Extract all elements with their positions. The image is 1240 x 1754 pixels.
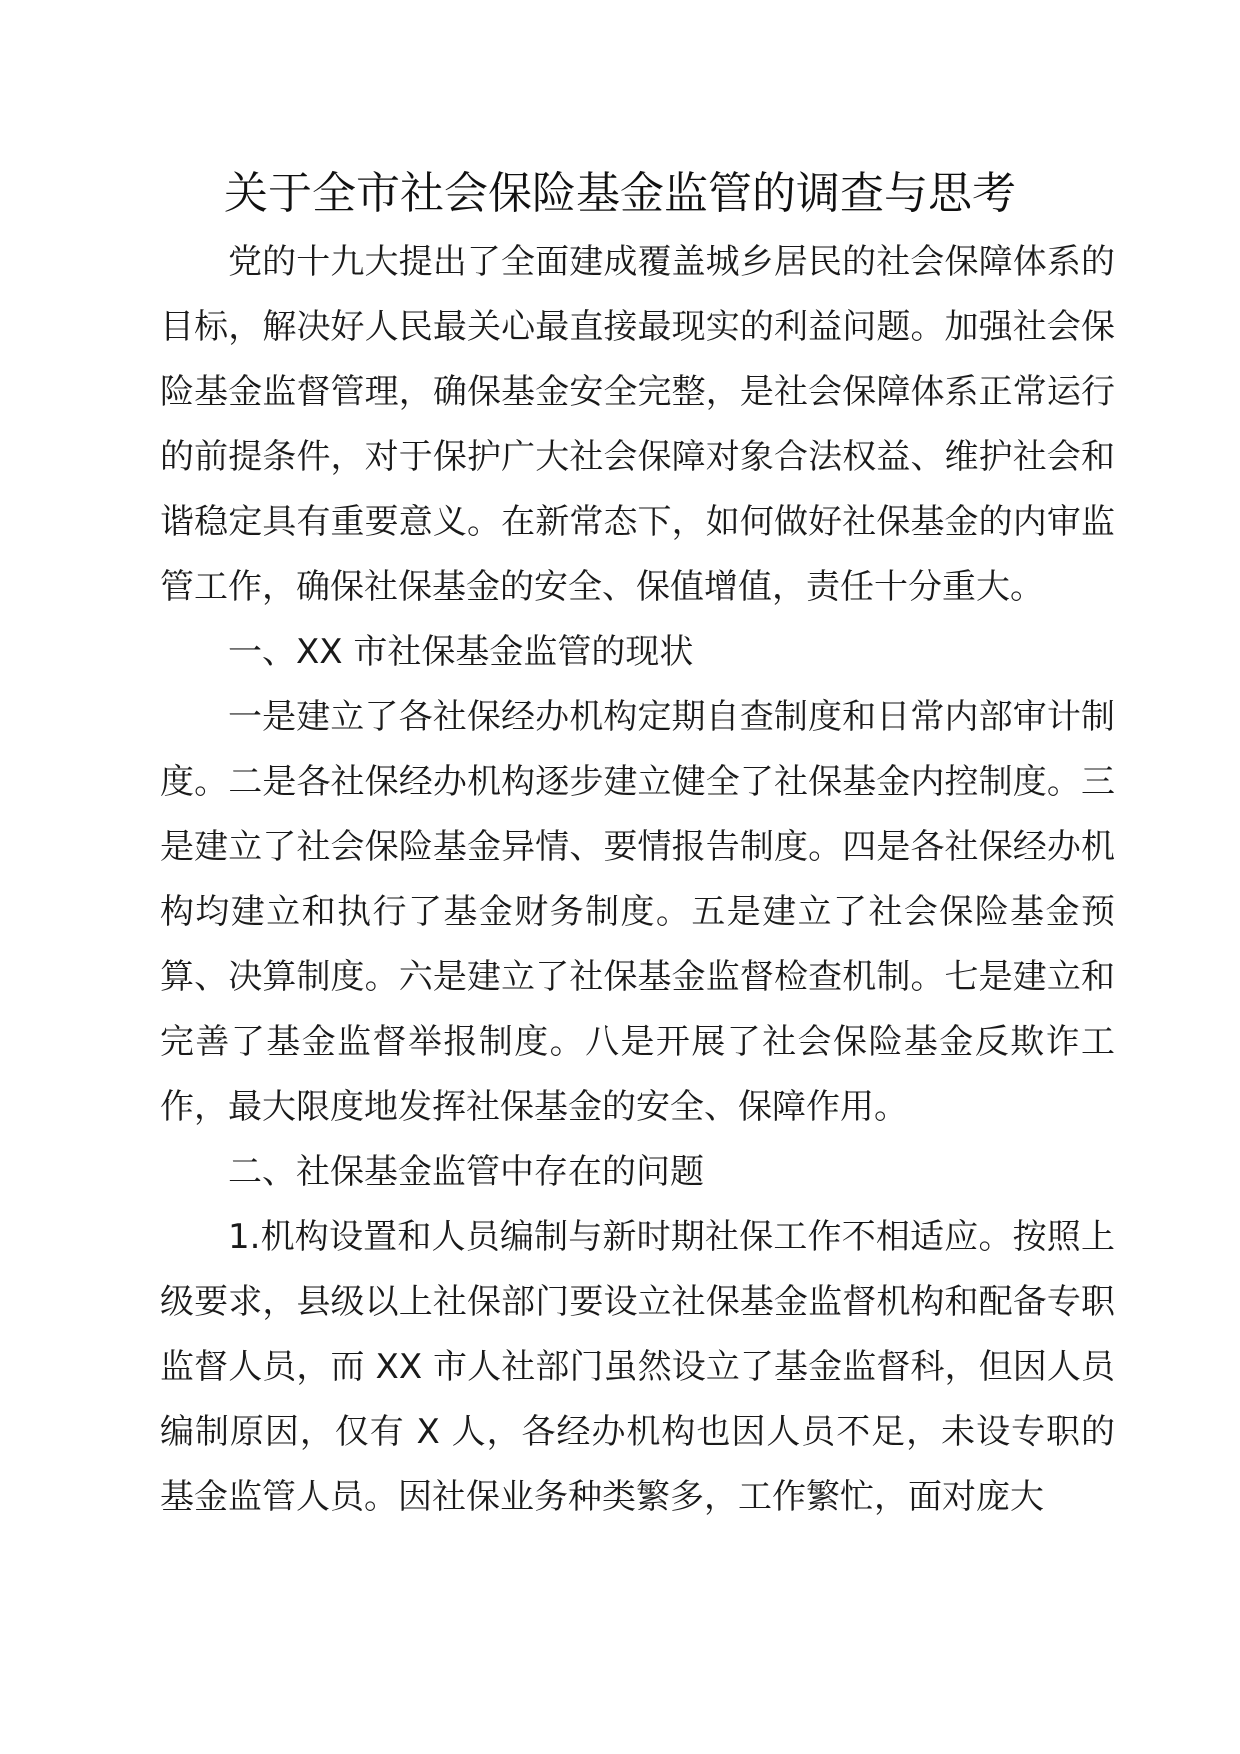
section-heading-1: 一、XX 市社保基金监管的现状: [228, 632, 694, 672]
paragraph-current-status: 一是建立了各社保经办机构定期自查制度和日常内部审计制度。二是各社保经办机构逐步建立健全了社保基金内控制度。三是建立了社会保险基金异情、要情报告制度。四是各社保经办机构均建立和执行了基金财务制度。五是建立了社会保险基金预算、决算制度。六是建立了社保基金监督检查机制。七是建立和完善了基金监督举报制度。八是开展了社会保险基金反欺诈工作，最大限度地发挥社保基金的安全、保障作用。: [160, 697, 1115, 1127]
section-heading-2: 二、社保基金监管中存在的问题: [228, 1152, 704, 1192]
paragraph-intro: 党的十九大提出了全面建成覆盖城乡居民的社会保障体系的目标，解决好人民最关心最直接最现实的利益问题。加强社会保险基金监督管理，确保基金安全完整，是社会保障体系正常运行的前提条件，对于保护广大社会保障对象合法权益、维护社会和谐稳定具有重要意义。在新常态下，如何做好社保基金的内审监管工作，确保社保基金的安全、保值增值，责任十分重大。: [160, 242, 1115, 607]
document-body: [160, 230, 1115, 1530]
document-title: 关于全市社会保险基金监管的调查与思考: [224, 168, 1016, 219]
paragraph-problem-1: 1.机构设置和人员编制与新时期社保工作不相适应。按照上级要求，县级以上社保部门要设立社保基金监督机构和配备专职监督人员，而 XX 市人社部门虽然设立了基金监督科，但因人员编制原因，仅有 X 人，各经办机构也因人员不足，未设专职的基金监管人员。因社保业务种类繁多，工作繁忙，面对庞大: [160, 1217, 1115, 1517]
